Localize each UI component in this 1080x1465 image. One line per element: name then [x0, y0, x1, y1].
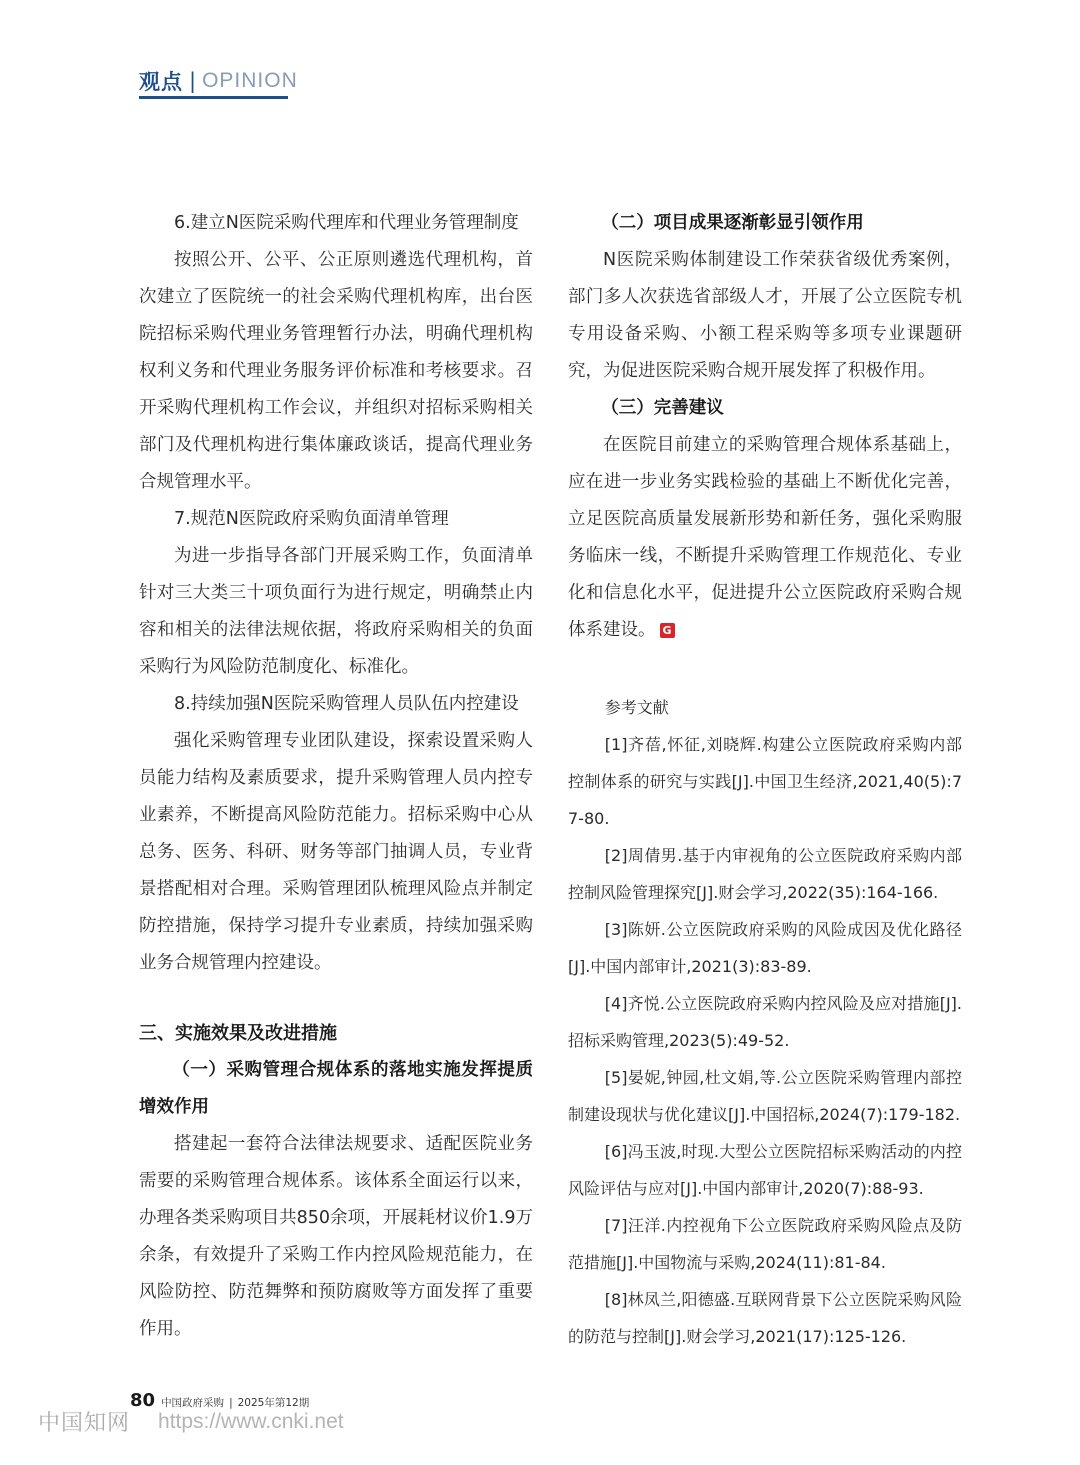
- reference-item: [7]汪洋.内控视角下公立医院政府采购风险点及防范措施[J].中国物流与采购,2024(11):81-84.: [568, 1216, 962, 1272]
- header-underline: [139, 96, 288, 99]
- item7-body: 为进一步指导各部门开展采购工作，负面清单针对三大类三十项负面行为进行规定，明确禁止内容和相关的法律法规依据，将政府采购相关的负面采购行为风险防范制度化、标准化。: [139, 546, 533, 677]
- references-title: 参考文献: [604, 698, 669, 717]
- section-header: [139, 66, 298, 96]
- reference-item: [8]林凤兰,阳德盛.互联网背景下公立医院采购风险的防范与控制[J].财会学习,2021(17):125-126.: [568, 1290, 962, 1346]
- reference-item: [6]冯玉波,时现.大型公立医院招标采购活动的内控风险评估与应对[J].中国内部审计,2020(7):88-93.: [568, 1142, 962, 1198]
- reference-item: [1]齐蓓,怀征,刘晓辉.构建公立医院政府采购内部控制体系的研究与实践[J].中国卫生经济,2021,40(5):77-80.: [568, 735, 962, 828]
- right-column: [568, 205, 962, 1355]
- page-number: 80: [130, 1390, 156, 1411]
- section3-heading: 三、实施效果及改进措施: [139, 1023, 337, 1044]
- watermark-url[interactable]: https://www.cnki.net: [158, 1409, 344, 1433]
- left-column: [139, 205, 533, 1348]
- sub1-body: 搭建起一套符合法律法规要求、适配医院业务需要的采购管理合规体系。该体系全面运行以来，办理各类采购项目共850余项，开展耗材议价1.9万余条，有效提升了采购工作内控风险规范能力，在风险防控、防范舞弊和预防腐败等方面发挥了重要作用。: [139, 1134, 533, 1339]
- item8-title: 8.持续加强N医院采购管理人员队伍内控建设: [174, 694, 519, 714]
- sub1-heading: （一）采购管理合规体系的落地实施发挥提质增效作用: [139, 1060, 533, 1117]
- cnki-watermark: [38, 1406, 344, 1437]
- sub2-body: N医院采购体制建设工作荣获省级优秀案例，部门多人次获选省部级人才，开展了公立医院专机专用设备采购、小额工程采购等多项专业课题研究，为促进医院采购合规开展发挥了积极作用。: [568, 250, 962, 381]
- reference-item: [3]陈妍.公立医院政府采购的风险成因及优化路径[J].中国内部审计,2021(3):83-89.: [568, 920, 962, 976]
- section-divider: |: [189, 69, 197, 93]
- reference-item: [4]齐悦.公立医院政府采购内控风险及应对措施[J].招标采购管理,2023(5):49-52.: [568, 994, 962, 1050]
- item8-body: 强化采购管理专业团队建设，探索设置采购人员能力结构及素质要求，提升采购管理人员内控专业素养，不断提高风险防范能力。招标采购中心从总务、医务、科研、财务等部门抽调人员，专业背景搭配相对合理。采购管理团队梳理风险点并制定防控措施，保持学习提升专业素质，持续加强采购业务合规管理内控建设。: [139, 731, 533, 973]
- section-title-cn: 观点: [139, 70, 183, 94]
- sub3-body: [568, 427, 962, 649]
- sub3-body-text: 在医院目前建立的采购管理合规体系基础上，应在进一步业务实践检验的基础上不断优化完善，立足医院高质量发展新形势和新任务，强化采购服务临床一线，不断提升采购管理工作规范化、专业化和信息化水平，促进提升公立医院政府采购合规体系建设。: [568, 435, 962, 640]
- footer-separator: |: [229, 1397, 233, 1409]
- journal-name: 中国政府采购: [161, 1397, 225, 1409]
- sub3-heading: （三）完善建议: [601, 398, 724, 418]
- sub2-heading: （二）项目成果逐渐彰显引领作用: [601, 213, 864, 233]
- item7-title: 7.规范N医院政府采购负面清单管理: [174, 509, 449, 529]
- reference-item: [5]晏妮,钟园,杜文娟,等.公立医院采购管理内部控制建设现状与优化建议[J].中国招标,2024(7):179-182.: [568, 1068, 962, 1124]
- section-title-en: OPINION: [202, 69, 298, 92]
- issue-label: 2025年第12期: [237, 1397, 310, 1409]
- item6-body: 按照公开、公平、公正原则遴选代理机构，首次建立了医院统一的社会采购代理机构库，出台医院招标采购代理业务管理暂行办法，明确代理机构权利义务和代理业务服务评价标准和考核要求。召开采购代理机构工作会议，并组织对招标采购相关部门及代理机构进行集体廉政谈话，提高代理业务合规管理水平。: [139, 250, 533, 492]
- article-end-icon: G: [660, 623, 675, 638]
- item6-title: 6.建立N医院采购代理库和代理业务管理制度: [174, 213, 519, 233]
- watermark-site-name: 中国知网: [38, 1411, 131, 1436]
- references: [568, 689, 962, 1355]
- reference-item: [2]周倩男.基于内审视角的公立医院政府采购内部控制风险管理探究[J].财会学习,2022(35):164-166.: [568, 846, 962, 902]
